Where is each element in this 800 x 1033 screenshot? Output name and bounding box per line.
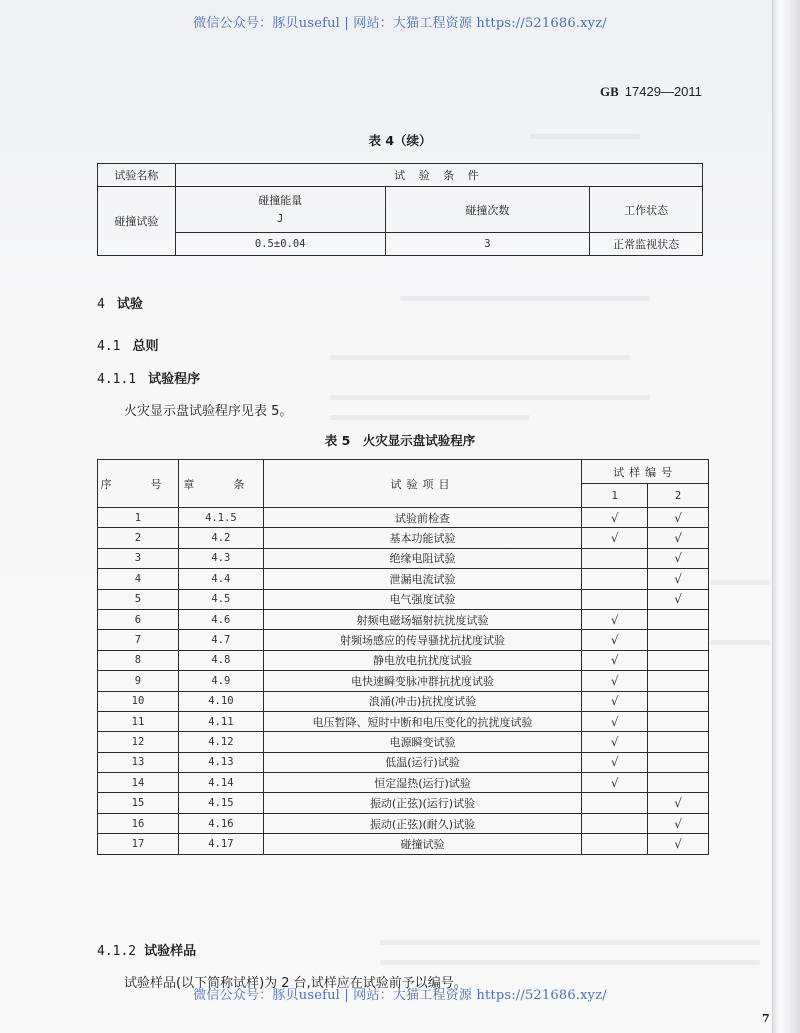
standard-prefix: GB (600, 84, 619, 99)
table5-row (98, 569, 709, 589)
section-4-1-2-heading: 4.1.2 试验样品 (97, 944, 197, 959)
table5-sample2-cell: √ (648, 569, 709, 589)
table4-caption: 表 4（续） (368, 133, 432, 148)
standard-code (600, 84, 702, 100)
energy-label: 碰撞能量 (258, 193, 303, 207)
table5-sample1-cell (582, 834, 648, 854)
table5-sample2-cell (648, 773, 709, 793)
table5-seq-cell: 3 (98, 548, 179, 568)
energy-unit: J (277, 212, 284, 225)
table5-row (98, 773, 709, 793)
table5-clause-cell: 4.8 (178, 650, 263, 670)
table5-seq-header: 序 号 (98, 460, 179, 508)
table5-sample2-cell: √ (648, 528, 709, 548)
table5-clause-cell: 4.3 (178, 548, 263, 568)
section-4-1-heading: 4.1 总则 (97, 339, 159, 354)
table5-item-cell: 振动(正弦)(运行)试验 (263, 793, 581, 813)
table5-row (98, 752, 709, 772)
table4-subheader-row (98, 187, 703, 233)
table5-clause-cell: 4.9 (178, 671, 263, 691)
table5-row (98, 711, 709, 731)
page-number: 7 (762, 1012, 770, 1025)
table5-header-row-1 (98, 460, 709, 484)
table5-seq-cell: 16 (98, 813, 179, 833)
table5-item-cell: 浪涌(冲击)抗扰度试验 (263, 691, 581, 711)
table5-item-cell: 绝缘电阻试验 (263, 548, 581, 568)
table5-clause-cell: 4.4 (178, 569, 263, 589)
watermark-top: 微信公众号：豚贝useful | 网站：大猫工程资源 https://521686.xyz/ (193, 16, 607, 31)
table5-sample1-cell (582, 589, 648, 609)
table5-sample2-cell: √ (648, 548, 709, 568)
table5-clause-cell: 4.13 (178, 752, 263, 772)
table4-continued (97, 163, 703, 256)
table5-row (98, 548, 709, 568)
table5-clause-cell: 4.10 (178, 691, 263, 711)
table5-seq-cell: 4 (98, 569, 179, 589)
table4-test-name: 碰撞试验 (98, 187, 176, 256)
section-4-1-2-text: 试验样品(以下简称试样)为 2 台,试样应在试验前予以编号。 (124, 976, 467, 991)
table5-row (98, 793, 709, 813)
table5-sample1-cell: √ (582, 671, 648, 691)
table5-item-cell: 电气强度试验 (263, 589, 581, 609)
table5-item-cell: 低温(运行)试验 (263, 752, 581, 772)
table5-row (98, 589, 709, 609)
table5-sample1-cell: √ (582, 711, 648, 731)
table5-sample1-cell: √ (582, 691, 648, 711)
table5-row (98, 609, 709, 629)
table5-sample2-cell: √ (648, 834, 709, 854)
table5-sample2-cell (648, 732, 709, 752)
table5-item-cell: 电快速瞬变脉冲群抗扰度试验 (263, 671, 581, 691)
table5-sample2-cell (648, 650, 709, 670)
table5-row (98, 732, 709, 752)
table4-col-cond-header: 试 验 条 件 (175, 164, 702, 187)
table5-body (98, 508, 709, 855)
table5-item-cell: 泄漏电流试验 (263, 569, 581, 589)
table5-sample2-cell (648, 752, 709, 772)
table5-sample1-cell (582, 569, 648, 589)
section-4-1-1-text: 火灾显示盘试验程序见表 5。 (124, 404, 293, 419)
table4-energy-header (175, 187, 385, 233)
table5-seq-cell: 1 (98, 508, 179, 528)
table4-count-value: 3 (385, 233, 590, 256)
section-4-1-1-heading: 4.1.1 试验程序 (97, 372, 201, 387)
table5-sample1-cell: √ (582, 609, 648, 629)
table5-sample1-cell: √ (582, 650, 648, 670)
table4-values-row (98, 233, 703, 256)
table5-seq-cell: 8 (98, 650, 179, 670)
table5-clause-cell: 4.12 (178, 732, 263, 752)
table4-count-header: 碰撞次数 (385, 187, 590, 233)
table5-sample2-cell: √ (648, 508, 709, 528)
table5-seq-cell: 6 (98, 609, 179, 629)
watermark-bottom: 微信公众号：豚贝useful | 网站：大猫工程资源 https://521686.xyz/ (193, 988, 607, 1003)
section-4-heading: 4 试验 (97, 297, 143, 312)
table4-state-value: 正常监视状态 (590, 233, 703, 256)
table5-clause-cell: 4.11 (178, 711, 263, 731)
table5-row (98, 671, 709, 691)
table5-clause-cell: 4.5 (178, 589, 263, 609)
table5-seq-cell: 5 (98, 589, 179, 609)
table5-sample1-cell: √ (582, 528, 648, 548)
table5-seq-cell: 12 (98, 732, 179, 752)
table5-sample2-cell (648, 711, 709, 731)
table5-item-cell: 试验前检查 (263, 508, 581, 528)
table5-clause-cell: 4.16 (178, 813, 263, 833)
table5-sample1-cell (582, 813, 648, 833)
table5-sample1-cell: √ (582, 508, 648, 528)
table5-seq-cell: 17 (98, 834, 179, 854)
table5-item-cell: 射频电磁场辐射抗扰度试验 (263, 609, 581, 629)
table5-row (98, 691, 709, 711)
table5-row (98, 813, 709, 833)
table5-test-procedure (97, 459, 709, 855)
table5-seq-cell: 14 (98, 773, 179, 793)
table5-item-cell: 基本功能试验 (263, 528, 581, 548)
page-edge (772, 0, 800, 1033)
table5-seq-cell: 7 (98, 630, 179, 650)
table5-row (98, 508, 709, 528)
table5-seq-cell: 2 (98, 528, 179, 548)
table5-seq-cell: 10 (98, 691, 179, 711)
table5-row (98, 528, 709, 548)
table4-state-header: 工作状态 (590, 187, 703, 233)
table4-header-row (98, 164, 703, 187)
table5-sample-header: 试样编号 (582, 460, 709, 484)
table5-seq-cell: 9 (98, 671, 179, 691)
table5-sample2-cell: √ (648, 793, 709, 813)
table5-seq-cell: 13 (98, 752, 179, 772)
table5-clause-cell: 4.14 (178, 773, 263, 793)
table5-sample1-cell (582, 793, 648, 813)
table5-sample2-cell: √ (648, 589, 709, 609)
table5-sample1-header: 1 (582, 484, 648, 508)
table4-col-name-header: 试验名称 (98, 164, 176, 187)
table5-sample2-cell (648, 630, 709, 650)
table5-sample1-cell: √ (582, 752, 648, 772)
table5-seq-cell: 11 (98, 711, 179, 731)
table5-seq-cell: 15 (98, 793, 179, 813)
table5-clause-cell: 4.2 (178, 528, 263, 548)
standard-number: 17429—2011 (624, 84, 702, 99)
table5-caption: 表 5 火灾显示盘试验程序 (324, 433, 476, 448)
table5-item-cell: 碰撞试验 (263, 834, 581, 854)
table5-item-cell: 恒定湿热(运行)试验 (263, 773, 581, 793)
table5-sample2-header: 2 (648, 484, 709, 508)
table5-row (98, 650, 709, 670)
table5-sample2-cell (648, 671, 709, 691)
table5-clause-header: 章 条 (178, 460, 263, 508)
table5-sample2-cell (648, 609, 709, 629)
table5-sample1-cell (582, 548, 648, 568)
table5-item-header: 试验项目 (263, 460, 581, 508)
table5-row (98, 834, 709, 854)
table5-item-cell: 电压暂降、短时中断和电压变化的抗扰度试验 (263, 711, 581, 731)
table5-clause-cell: 4.17 (178, 834, 263, 854)
table5-sample1-cell: √ (582, 630, 648, 650)
table5-item-cell: 静电放电抗扰度试验 (263, 650, 581, 670)
table5-clause-cell: 4.6 (178, 609, 263, 629)
table5-sample2-cell (648, 691, 709, 711)
table5-sample2-cell: √ (648, 813, 709, 833)
table5-clause-cell: 4.1.5 (178, 508, 263, 528)
table5-sample1-cell: √ (582, 732, 648, 752)
table5-clause-cell: 4.7 (178, 630, 263, 650)
table4-energy-value: 0.5±0.04 (175, 233, 385, 256)
table5-row (98, 630, 709, 650)
table5-sample1-cell: √ (582, 773, 648, 793)
table5-item-cell: 振动(正弦)(耐久)试验 (263, 813, 581, 833)
table5-item-cell: 射频场感应的传导骚扰抗扰度试验 (263, 630, 581, 650)
table5-item-cell: 电源瞬变试验 (263, 732, 581, 752)
table5-clause-cell: 4.15 (178, 793, 263, 813)
